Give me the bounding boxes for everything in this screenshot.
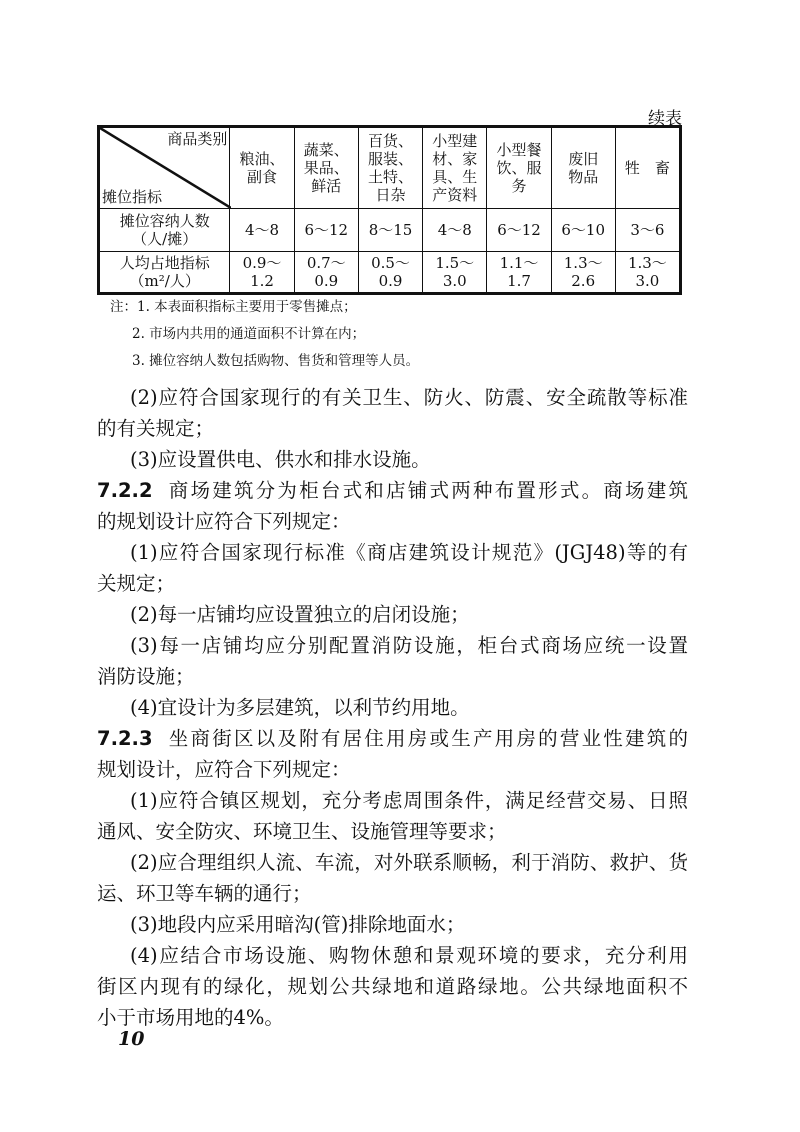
- table-row: [99, 209, 681, 252]
- table-header-row: [99, 127, 681, 209]
- line-text: 的规划设计应符合下列规定：: [97, 510, 351, 533]
- text-line: [97, 785, 688, 816]
- section-number: 7.2.3: [97, 727, 153, 750]
- line-text: (3)每一店铺均应分别配置消防设施，柜台式商场应统一设置: [130, 634, 688, 657]
- text-line: [97, 599, 688, 630]
- text-line: [97, 1002, 688, 1033]
- text-line: [97, 878, 688, 909]
- line-text: 小于市场用地的4%。: [97, 1006, 284, 1029]
- text-line: [97, 413, 688, 444]
- continued-label: 续表: [648, 109, 682, 129]
- corner-bottom-label: 摊位指标: [102, 188, 163, 206]
- column-header: 废旧物品: [568, 150, 599, 186]
- table-cell-cell: [551, 252, 615, 294]
- line-text: (1)应符合国家现行标准《商店建筑设计规范》(JGJ48)等的有: [130, 541, 688, 564]
- table-cell: 6～10: [561, 221, 606, 239]
- text-line: [97, 723, 688, 754]
- line-text: (3)地段内应采用暗沟(管)排除地面水；: [130, 913, 466, 936]
- line-text: 街区内现有的绿化，规划公共绿地和道路绿地。公共绿地面积不: [97, 975, 688, 998]
- text-line: [97, 816, 688, 847]
- row-label-cell: [99, 252, 230, 294]
- text-line: [97, 568, 688, 599]
- table-cell: 0.5～0.9: [371, 254, 410, 290]
- line-text: (2)应符合国家现行的有关卫生、防火、防震、安全疏散等标准: [130, 386, 688, 409]
- column-header: 小型餐饮、服务: [496, 141, 542, 195]
- table-cell-cell: [230, 209, 294, 252]
- stall-index-table: [97, 125, 682, 295]
- line-text: (4)应结合市场设施、购物休憩和景观环境的要求，充分利用: [130, 944, 688, 967]
- column-header-cell: [551, 127, 615, 209]
- column-header: 小型建材、家具、生产资料: [432, 132, 478, 204]
- table-cell: 1.3～2.6: [563, 254, 603, 290]
- row-label: 人均占地指标（m²/人）: [119, 254, 210, 290]
- line-text: (2)每一店铺均应设置独立的启闭设施；: [130, 603, 470, 626]
- text-line: [97, 537, 688, 568]
- table-cell-cell: [230, 252, 294, 294]
- line-text: 规划设计，应符合下列规定：: [97, 758, 351, 781]
- line-text: 关规定；: [97, 572, 176, 595]
- text-line: [97, 506, 688, 537]
- table-cell-cell: [551, 209, 615, 252]
- column-header-cell: [294, 127, 358, 209]
- column-header-cell: [615, 127, 680, 209]
- table-row: [99, 252, 681, 294]
- text-line: [97, 909, 688, 940]
- table-notes: [110, 294, 419, 375]
- corner-cell: [99, 127, 230, 209]
- table-cell: 1.1～1.7: [499, 254, 539, 290]
- line-text: (2)应合理组织人流、车流，对外联系顺畅，利于消防、救护、货: [130, 851, 688, 874]
- table-cell: 1.5～3.0: [435, 254, 475, 290]
- row-label-cell: [99, 209, 230, 252]
- section-number: 7.2.2: [97, 479, 153, 502]
- text-line: [97, 444, 688, 475]
- text-line: [97, 475, 688, 506]
- corner-top-label: 商品类别: [167, 130, 228, 148]
- table-cell-cell: [294, 252, 358, 294]
- table-cell: 3～6: [630, 221, 665, 239]
- table-cell-cell: [358, 252, 422, 294]
- table-cell: 0.7～0.9: [306, 254, 346, 290]
- column-header: 粮油、副食: [239, 150, 285, 186]
- line-text: 通风、安全防灾、环境卫生、设施管理等要求；: [97, 820, 507, 843]
- column-header-cell: [423, 127, 487, 209]
- line-text: (3)应设置供电、供水和排水设施。: [130, 448, 431, 471]
- table-cell-cell: [487, 252, 551, 294]
- line-text: 消防设施；: [97, 665, 195, 688]
- table-cell-cell: [358, 209, 422, 252]
- table-cell: 8～15: [368, 221, 413, 239]
- text-line: [97, 661, 688, 692]
- page-number: 10: [118, 1028, 145, 1050]
- text-line: [97, 940, 688, 971]
- text-line: [97, 847, 688, 878]
- column-header: 蔬菜、果品、鲜活: [303, 141, 349, 195]
- text-line: [97, 971, 688, 1002]
- line-text: (1)应符合镇区规划，充分考虑周围条件，满足经营交易、日照: [130, 789, 688, 812]
- text-line: [97, 630, 688, 661]
- table-cell-cell: [615, 209, 680, 252]
- table-cell-cell: [423, 209, 487, 252]
- column-header: 牲 畜: [624, 159, 670, 177]
- table-cell-cell: [423, 252, 487, 294]
- column-header-cell: [487, 127, 551, 209]
- table-cell-cell: [487, 209, 551, 252]
- row-label: 摊位容纳人数（人/摊）: [119, 212, 210, 248]
- column-header-cell: [358, 127, 422, 209]
- table-cell-cell: [294, 209, 358, 252]
- line-text: (4)宜设计为多层建筑，以利节约用地。: [130, 696, 470, 719]
- table-cell: 1.3～3.0: [627, 254, 667, 290]
- line-text: 运、环卫等车辆的通行；: [97, 882, 312, 905]
- text-line: [97, 692, 688, 723]
- text-line: [97, 382, 688, 413]
- column-header-cell: [230, 127, 294, 209]
- note-line: 2. 市场内共用的通道面积不计算在内；: [132, 326, 366, 342]
- table-cell-cell: [615, 252, 680, 294]
- text-line: [97, 754, 688, 785]
- line-text: 的有关规定；: [97, 417, 215, 440]
- table-cell: 0.9～1.2: [242, 254, 282, 290]
- line-text: 坐商街区以及附有居住用房或生产用房的营业性建筑的: [166, 727, 688, 750]
- body-text: [97, 382, 688, 1033]
- table-cell: 6～12: [304, 221, 349, 239]
- table-cell: 4～8: [437, 221, 472, 239]
- line-text: 商场建筑分为柜台式和店铺式两种布置形式。商场建筑: [166, 479, 688, 502]
- table-cell: 4～8: [244, 221, 280, 239]
- note-line: 3. 摊位容纳人数包括购物、售货和管理等人员。: [132, 353, 420, 369]
- table-cell: 6～12: [497, 221, 541, 239]
- note-line: 注：1. 本表面积指标主要用于零售摊点；: [110, 299, 357, 315]
- column-header: 百货、服装、土特、日杂: [368, 132, 414, 204]
